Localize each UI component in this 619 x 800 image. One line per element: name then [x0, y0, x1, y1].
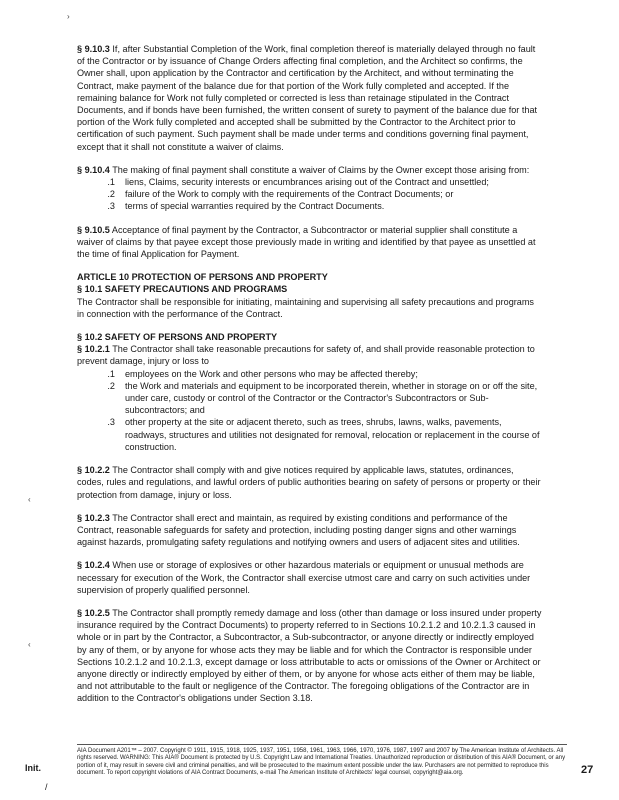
paragraph-text: The Contractor shall be responsible for initiating, maintaining and supervising all safety precautions and programs in connection with the performance of the Contract. [77, 296, 534, 319]
list-text: employees on the Work and other persons who may be affected thereby; [125, 368, 418, 379]
list-item [77, 200, 542, 212]
list-number: .1 [107, 368, 115, 379]
initials-slash: / [45, 782, 48, 792]
list-text: terms of special warranties required by the Contract Documents. [125, 201, 385, 212]
margin-mark: › [67, 12, 70, 21]
section-heading: § 10.1 SAFETY PRECAUTIONS AND PROGRAMS [77, 284, 288, 295]
section-ref: § 10.2.5 [77, 607, 110, 618]
initials-label: Init. [25, 763, 41, 773]
document-body [77, 43, 542, 716]
paragraph-text: Acceptance of final payment by the Contractor, a Subcontractor or material supplier shall constitute a waiver of claims by that payee except those previously made in writing and identified by that payee as unsettled at the time of final Application for Payment. [77, 224, 536, 260]
list-item [77, 380, 542, 417]
paragraph-9-10-3 [77, 43, 542, 153]
list-number: .2 [107, 189, 115, 200]
paragraph-text: The making of final payment shall constitute a waiver of Claims by the Owner except those arising from: [109, 164, 530, 175]
list-text: failure of the Work to comply with the requirements of the Contract Documents; or [125, 189, 454, 200]
margin-mark: ‹ [28, 495, 31, 504]
list-number: .3 [107, 201, 115, 212]
paragraph-text: The Contractor shall comply with and give notices required by applicable laws, statutes, ordinances, codes, rules and regulations, and lawful orders of public authorities bearing on safety of persons or property or their protection from damage, injury or loss. [77, 465, 541, 500]
paragraph-text: If, after Substantial Completion of the Work, final completion thereof is materially delayed through no fault of the Contractor or by issuance of Change Orders affecting final completion, and the Architect so confirms, the Owner shall, upon application by the Contractor and certification by the Architect, and without terminating the Contract, make payment of the balance due for that portion of the Work fully completed and accepted. If the remaining balance for Work not fully completed or corrected is less than retainage stipulated in the Contract Documents, and if bonds have been furnished, the written consent of surety to payment of the balance due for that portion of the Work fully completed and accepted shall be submitted by the Contractor to the Architect prior to certification of such payment. Such payment shall be made under terms and conditions governing final payment, except that it shall not constitute a waiver of claims. [77, 44, 538, 152]
paragraph-10-2-5 [77, 607, 542, 705]
section-10-2 [77, 331, 542, 464]
list-item [77, 416, 542, 453]
paragraph-10-2-4 [77, 559, 542, 596]
paragraph-9-10-4 [77, 164, 542, 224]
list-number: .1 [107, 177, 115, 188]
article-10 [77, 271, 542, 320]
copyright-notice: AIA Document A201™ – 2007. Copyright © 1911, 1915, 1918, 1925, 1937, 1951, 1958, 1961, 1963, 1966, 1970, 1976, 1987, 1997 and 2007 by The American Institute of Architects. All rights reserved. WARNING: This AIA® Document is protected by U.S. Copyright Law and International Treaties. Unauthorized reproduction or distribution of this AIA® Document, or any portion of it, may result in severe civil and criminal penalties, and will be prosecuted to the maximum extent possible under the law. Purchasers are not permitted to reproduce this document. To report copyright violations of AIA Contract Documents, e-mail The American Institute of Architects' legal counsel, copyright@aia.org. [77, 748, 566, 777]
paragraph-10-2-3 [77, 512, 542, 549]
paragraph-text: The Contractor shall promptly remedy damage and loss (other than damage or loss insured under property insurance required by the Contract Documents) to property referred to in Sections 10.2.1.2 and 10.2.1.3 caused in whole or in part by the Contractor, a Subcontractor, a Sub-subcontractor, or anyone directly or indirectly employed by any of them, or by anyone for whose acts they may be liable and for which the Contractor is responsible under Sections 10.2.1.2 and 10.2.1.3, except damage or loss attributable to acts or omissions of the Owner or Architect or anyone directly or indirectly employed by either of them, or by anyone for whose acts either of them may be liable, and not attributable to the fault or negligence of the Contractor. The foregoing obligations of the Contractor are in addition to the Contractor's obligations under Section 3.18. [77, 607, 542, 704]
paragraph-10-2-2 [77, 464, 542, 501]
list-item [77, 188, 542, 200]
paragraph-9-10-5 [77, 224, 542, 261]
list-text: the Work and materials and equipment to be incorporated therein, whether in storage on or off the site, under care, custody or control of the Contractor or the Contractor's Subcontractors or Sub-subcontractors; and [125, 380, 538, 416]
list-number: .3 [107, 417, 115, 428]
article-heading: ARTICLE 10 PROTECTION OF PERSONS AND PROPERTY [77, 272, 328, 283]
list-text: liens, Claims, security interests or encumbrances arising out of the Contract and unsettled; [125, 177, 489, 188]
section-ref: § 9.10.3 [77, 44, 110, 54]
footer-rule [77, 744, 567, 745]
list-item [77, 176, 542, 188]
paragraph-text: When use or storage of explosives or other hazardous materials or equipment or unusual methods are necessary for execution of the Work, the Contractor shall exercise utmost care and carry on such activities under supervision of properly qualified personnel. [77, 560, 531, 595]
section-ref: § 10.2.1 [77, 344, 110, 355]
list-number: .2 [107, 380, 115, 391]
section-ref: § 10.2.4 [77, 560, 110, 571]
list-text: other property at the site or adjacent thereto, such as trees, shrubs, lawns, walks, pavements, roadways, structures and utilities not designated for removal, relocation or replacement in the course of construction. [125, 417, 540, 452]
section-ref: § 9.10.4 [77, 164, 110, 175]
paragraph-text: The Contractor shall erect and maintain, as required by existing conditions and performance of the Contract, reasonable safeguards for safety and protection, including posting danger signs and other warnings against hazards, promulgating safety regulations and notifying owners and users of adjacent sites and utilities. [77, 512, 520, 548]
section-ref: § 9.10.5 [77, 224, 110, 235]
section-ref: § 10.2.3 [77, 512, 110, 523]
section-ref: § 10.2.2 [77, 465, 110, 476]
paragraph-text: The Contractor shall take reasonable precautions for safety of, and shall provide reasonable protection to prevent damage, injury or loss to [77, 344, 535, 367]
margin-mark: ‹ [28, 640, 31, 649]
page-number: 27 [581, 764, 594, 776]
list-item [77, 368, 542, 380]
section-heading: § 10.2 SAFETY OF PERSONS AND PROPERTY [77, 332, 278, 343]
